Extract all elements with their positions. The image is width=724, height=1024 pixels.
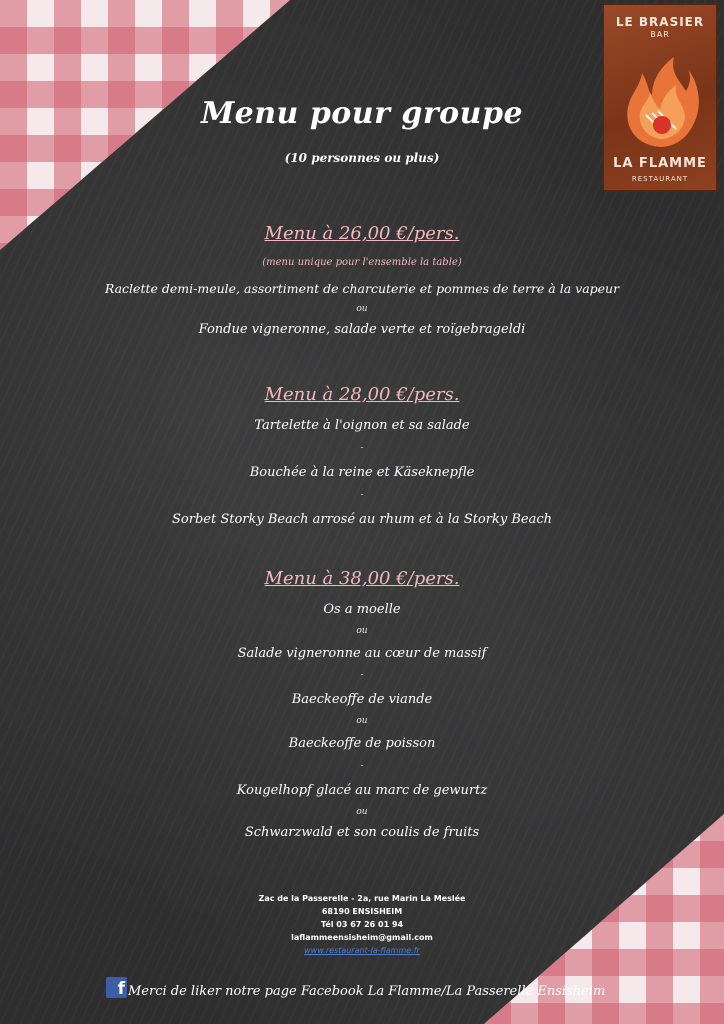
menu-title-28: Menu à 28,00 €/pers. <box>264 384 460 405</box>
dish-line: Raclette demi-meule, assortiment de charcuterie et pommes de terre à la vapeur <box>104 281 620 296</box>
dish-line: Sorbet Storky Beach arrosé au rhum et à la Storky Beach <box>172 512 552 527</box>
menu-note: (menu unique pour l'ensemble la table) <box>262 257 462 268</box>
dish-line: Os a moelle <box>323 602 401 617</box>
dish-line: Fondue vigneronne, salade verte et roïgebrageldi <box>198 322 526 337</box>
address-line: Zac de la Passerelle - 2a, rue Marin La Meslée <box>258 894 466 903</box>
dish-separator: ou <box>356 626 368 636</box>
contact-block <box>0 892 724 957</box>
menu-title-38: Menu à 38,00 €/pers. <box>264 568 460 589</box>
facebook-message: Merci de liker notre page Facebook La Flamme/La Passerelle Ensisheim <box>128 984 606 999</box>
dish-line: Baeckeoffe de viande <box>291 692 433 707</box>
city-line: 68190 ENSISHEIM <box>321 907 403 916</box>
dish-line: Tartelette à l'oignon et sa salade <box>254 418 470 433</box>
menu-title-26: Menu à 26,00 €/pers. <box>264 223 460 244</box>
logo-restaurant-label: RESTAURANT <box>631 175 689 183</box>
page-title: Menu pour groupe <box>200 96 524 131</box>
dish-separator: - <box>360 443 364 453</box>
website-link[interactable]: www.restaurant-la-flamme.fr <box>304 946 420 955</box>
logo-bar-label: BAR <box>650 30 670 39</box>
page-subtitle: (10 personnes ou plus) <box>284 151 440 165</box>
dish-line: Salade vigneronne au cœur de massif <box>237 646 487 661</box>
dish-separator: - <box>360 490 364 500</box>
dish-separator: - <box>360 761 364 771</box>
dish-line: Schwarzwald et son coulis de fruits <box>244 825 480 840</box>
dish-separator: - <box>360 670 364 680</box>
dish-separator: ou <box>356 807 368 817</box>
dish-separator: ou <box>356 716 368 726</box>
phone-line: Tél 03 67 26 01 94 <box>320 920 404 929</box>
dish-line: Bouchée à la reine et Käseknepfle <box>249 465 475 480</box>
facebook-icon[interactable]: f <box>106 977 127 998</box>
dish-separator: ou <box>356 304 368 314</box>
logo-restaurant-name: LA FLAMME <box>613 156 707 171</box>
dish-line: Kougelhopf glacé au marc de gewurtz <box>236 783 488 798</box>
dish-line: Baeckeoffe de poisson <box>288 736 436 751</box>
logo-brand-name: LE BRASIER <box>615 15 705 29</box>
email-link[interactable]: laflammeensisheim@gmail.com <box>291 933 433 942</box>
